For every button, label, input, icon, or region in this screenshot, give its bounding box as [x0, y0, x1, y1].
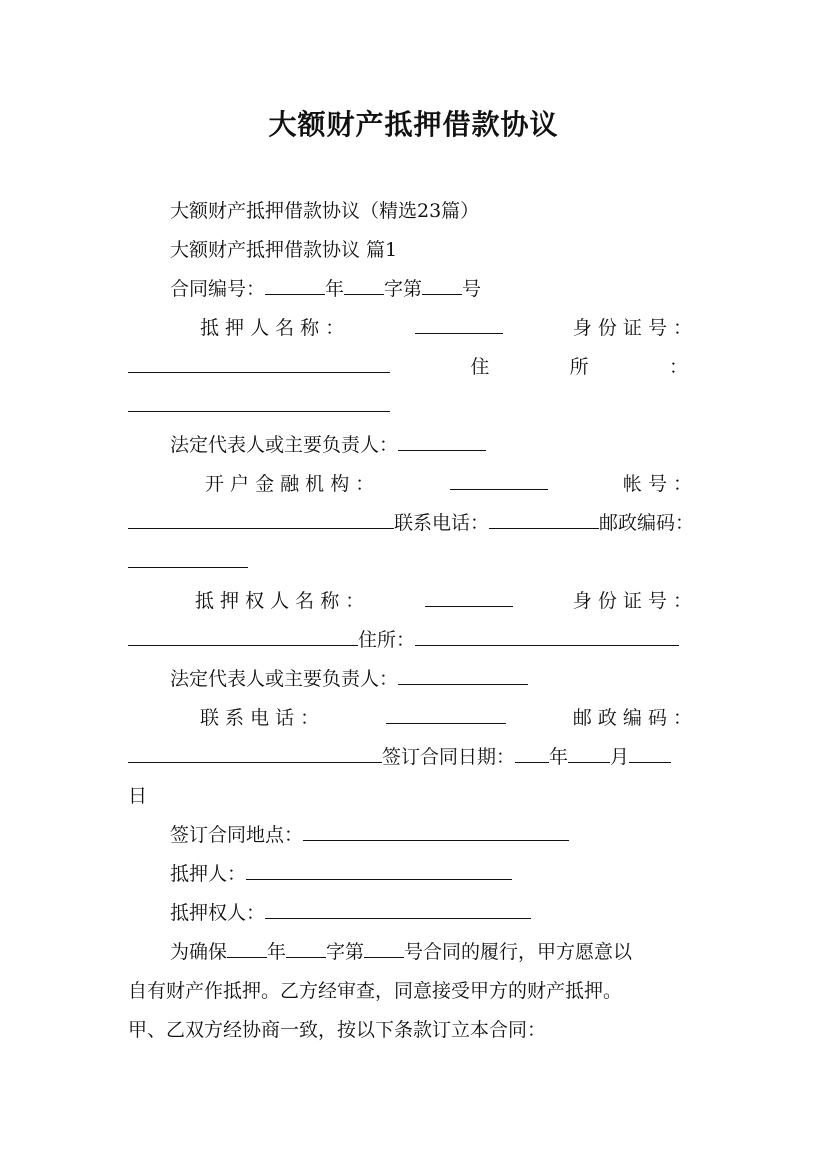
blank-field[interactable] [265, 276, 325, 295]
character-label: 字第 [384, 278, 423, 300]
day-line [128, 783, 700, 809]
residence-label: 住所： [358, 629, 416, 651]
paragraph-line-3 [128, 1017, 700, 1043]
mortgagee-name-line [195, 588, 692, 614]
phone-postcode-line-2 [200, 705, 692, 731]
year-label: 年 [325, 278, 345, 300]
residence-line [128, 354, 688, 380]
phone-label: 联系电话： [394, 512, 490, 534]
blank-field[interactable] [128, 354, 390, 373]
blank-field[interactable] [489, 510, 599, 529]
blank-field[interactable] [344, 276, 384, 295]
sign-place-label: 签订合同地点： [170, 824, 304, 846]
blank-field[interactable] [128, 510, 394, 529]
paragraph-line-1 [170, 939, 700, 965]
postcode-label: 邮政编码： [599, 512, 695, 534]
bank-line [205, 471, 692, 497]
blank-field[interactable] [128, 393, 390, 412]
blank-field[interactable] [415, 627, 679, 646]
paragraph-text: 号合同的履行，甲方愿意以 [404, 941, 633, 963]
blank-field[interactable] [398, 666, 528, 685]
blank-field[interactable] [128, 627, 358, 646]
mortgagee-name-label: 抵 押 权 人 名 称 ： [195, 590, 365, 612]
account-label: 帐 号 ： [622, 473, 692, 495]
id-number-label: 身 份 证 号 ： [572, 317, 692, 339]
chapter-heading [170, 237, 700, 263]
blank-field[interactable] [246, 861, 512, 880]
blank-field[interactable] [422, 276, 462, 295]
phone-label: 联 系 电 话 ： [200, 707, 320, 729]
blank-field[interactable] [425, 588, 513, 607]
blank-field[interactable] [450, 471, 548, 490]
residence-colon: ： [668, 356, 688, 378]
subtitle-text: 大额财产抵押借款协议（精选23篇） [170, 200, 480, 222]
character-label: 字第 [326, 941, 365, 963]
blank-field[interactable] [364, 939, 404, 958]
mortgagor-name-label: 抵 押 人 名 称 ： [200, 317, 345, 339]
document-title: 大额财产抵押借款协议 [268, 108, 559, 141]
blank-field[interactable] [415, 315, 503, 334]
legal-rep-line-2 [170, 666, 700, 692]
blank-field[interactable] [286, 939, 326, 958]
month-label: 月 [610, 746, 630, 768]
bank-label: 开 户 金 融 机 构 ： [205, 473, 375, 495]
day-label: 日 [128, 785, 148, 807]
postcode-blank-line [128, 549, 700, 575]
blank-field[interactable] [227, 939, 267, 958]
residence-label-2: 所 [569, 356, 589, 378]
blank-field[interactable] [398, 432, 486, 451]
sign-date-label: 签订合同日期： [382, 746, 516, 768]
phone-postcode-line [128, 510, 700, 536]
contract-number-line [170, 276, 700, 302]
chapter-heading-text: 大额财产抵押借款协议 篇1 [170, 239, 398, 261]
year-label: 年 [549, 746, 569, 768]
blank-field[interactable] [386, 705, 506, 724]
id-number-label: 身 份 证 号 ： [572, 590, 692, 612]
mortgagee-label: 抵押权人： [170, 902, 266, 924]
blank-field[interactable] [303, 822, 569, 841]
mortgagor-label: 抵押人： [170, 863, 247, 885]
blank-field[interactable] [515, 744, 549, 763]
legal-rep-label: 法定代表人或主要负责人： [170, 434, 399, 456]
paragraph-text: 自有财产作抵押。乙方经审查，同意接受甲方的财产抵押。 [128, 980, 623, 1002]
mortgagee-line [170, 900, 700, 926]
paragraph-text: 为确保 [170, 941, 228, 963]
contract-number-label: 合同编号： [170, 278, 266, 300]
blank-field[interactable] [265, 900, 531, 919]
blank-field[interactable] [629, 744, 671, 763]
sign-date-line [128, 744, 700, 770]
year-label: 年 [267, 941, 287, 963]
mortgagor-name-line [200, 315, 692, 341]
residence-blank-line [128, 393, 700, 419]
postcode-label: 邮 政 编 码 ： [572, 707, 692, 729]
mortgagor-line [170, 861, 700, 887]
number-label: 号 [462, 278, 482, 300]
blank-field[interactable] [128, 549, 248, 568]
paragraph-line-2 [128, 978, 700, 1004]
legal-rep-label: 法定代表人或主要负责人： [170, 668, 399, 690]
subtitle-line [170, 198, 700, 224]
paragraph-text: 甲、乙双方经协商一致，按以下条款订立本合同： [128, 1019, 547, 1041]
residence-label-1: 住 [470, 356, 490, 378]
sign-place-line [170, 822, 700, 848]
mortgagee-residence-line [128, 627, 700, 653]
blank-field[interactable] [128, 744, 382, 763]
blank-field[interactable] [568, 744, 610, 763]
legal-rep-line [170, 432, 700, 458]
